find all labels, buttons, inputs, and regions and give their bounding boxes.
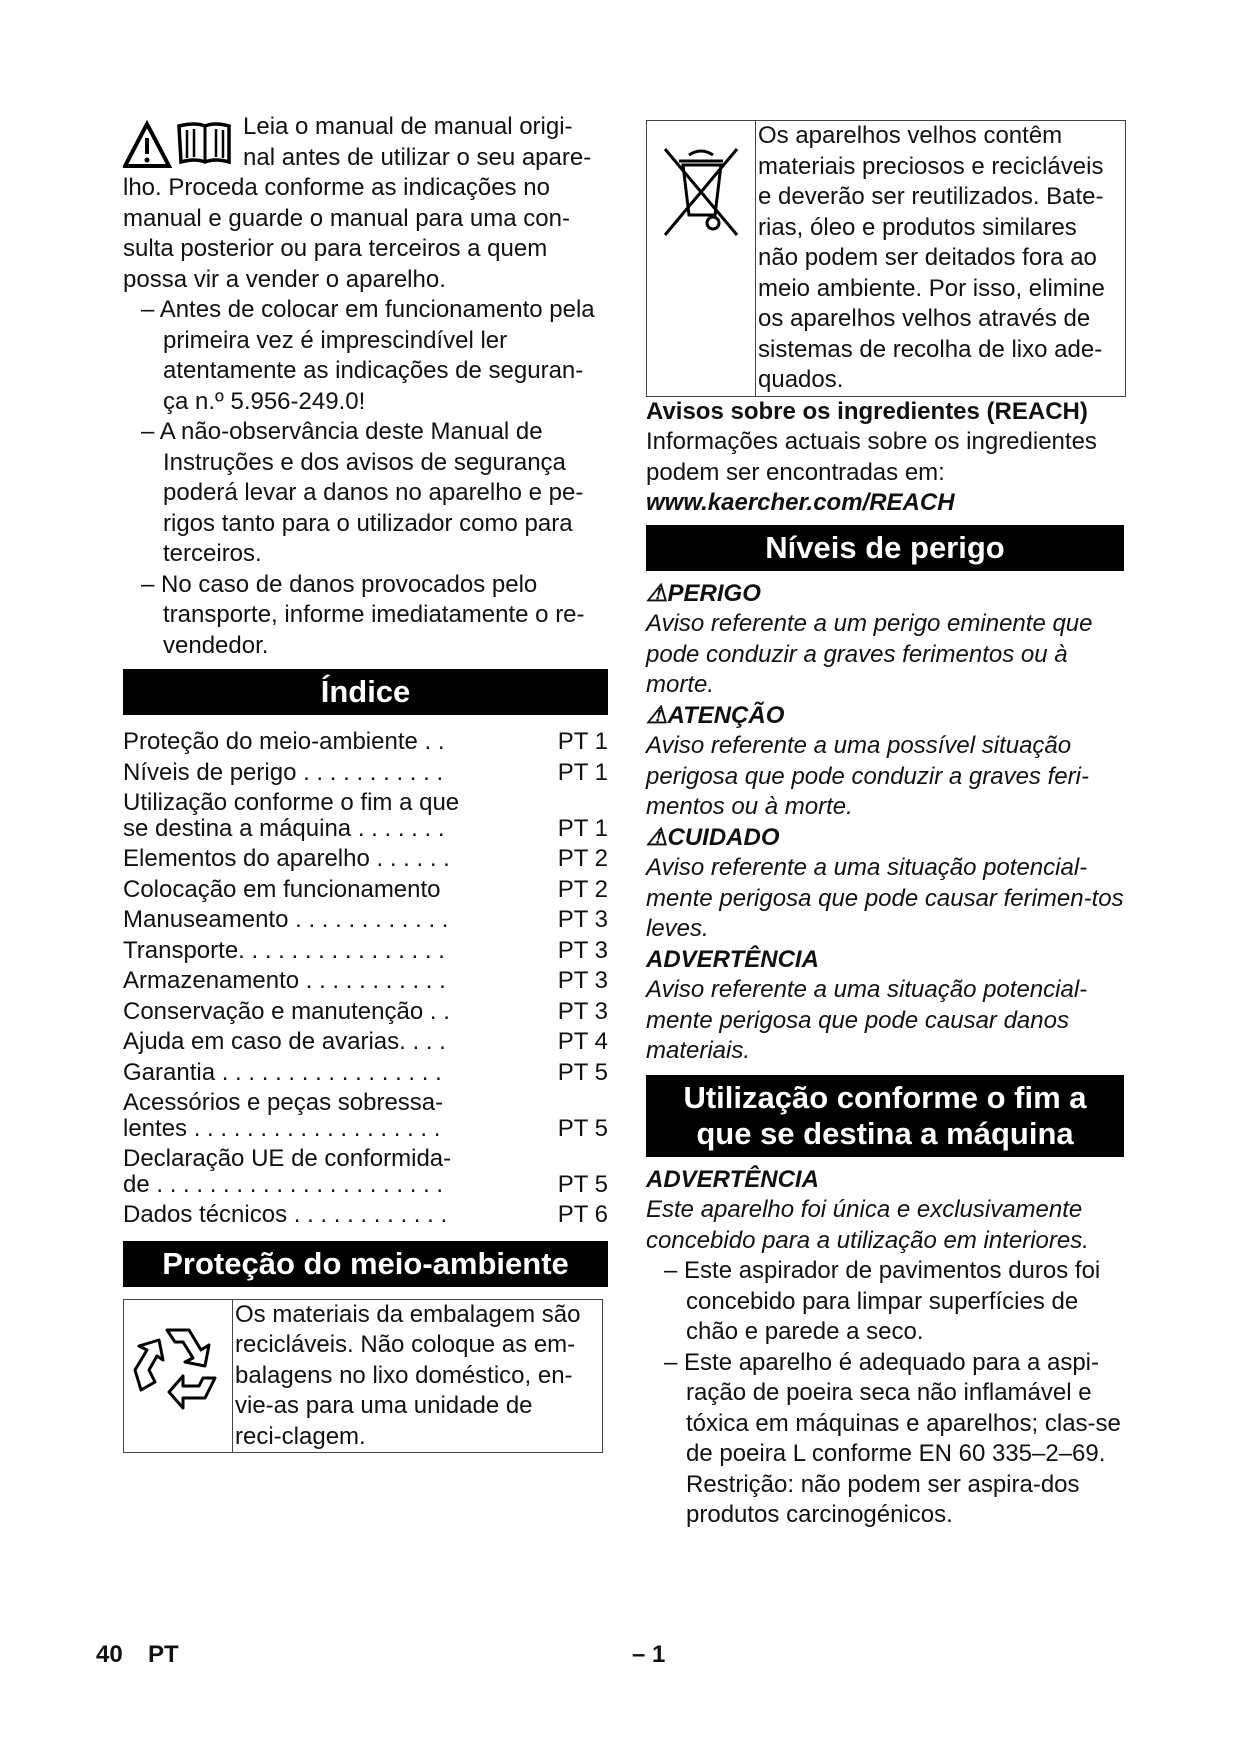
toc-item[interactable] <box>123 966 608 997</box>
toc-page: PT 3 <box>557 936 608 964</box>
danger-levels <box>646 579 1126 1067</box>
disposal-box <box>646 120 1126 397</box>
danger-level <box>646 945 1126 1067</box>
toc-page: PT 4 <box>557 1028 608 1055</box>
toc-title: Transporte. . . . . . . . . . . . . . . . <box>123 936 445 964</box>
toc-page: PT 3 <box>557 997 608 1025</box>
toc-page: PT 3 <box>557 906 608 933</box>
danger-level <box>646 579 1126 701</box>
danger-level <box>646 701 1126 823</box>
intro-line-1: Leia o manual de manual origi- <box>243 113 573 140</box>
intro-text: lho. Proceda conforme as indicações no manual e guarde o manual para uma con-sulta posterior ou para terceiros a quem possa vir a vender o aparelho. <box>123 174 570 293</box>
toc-title: Manuseamento . . . . . . . . . . . . <box>123 906 449 933</box>
toc-item[interactable] <box>123 727 608 758</box>
toc-page: PT 1 <box>557 814 608 842</box>
toc-title: Ajuda em caso de avarias. . . . <box>123 1028 446 1055</box>
packaging-recycling-box <box>123 1299 603 1454</box>
bullet-first-use: – Antes de colocar em funcionamento pela primeira vez é imprescindível ler atentamente as indicações de seguran-ça n.º 5.956-249.0! <box>141 296 595 415</box>
toc-page: PT 6 <box>557 1201 608 1228</box>
intended-use-section <box>646 1165 1126 1531</box>
toc-title: Conservação e manutenção . . <box>123 997 450 1025</box>
toc-title-line1: Utilização conforme o fim a que <box>123 789 460 816</box>
danger-text: Aviso referente a uma possível situação perigosa que pode conduzir a graves feri-mentos ou à morte. <box>646 732 1089 820</box>
warning-triangle-icon: ⚠ <box>646 701 668 729</box>
warning-triangle-icon: ⚠ <box>646 579 668 607</box>
use-bullet: – Este aspirador de pavimentos duros foi concebido para limpar superfícies de chão e parede a seco. <box>664 1257 1101 1345</box>
toc-item[interactable] <box>123 788 608 844</box>
reach-title: Avisos sobre os ingredientes (REACH) <box>646 397 1088 425</box>
toc-item[interactable] <box>123 997 608 1028</box>
warning-manual-icon <box>123 116 233 174</box>
bullet-non-compliance: – A não-observância deste Manual de Instruções e dos avisos de segurança poderá levar a danos no aparelho e pe-rigos tanto para o utilizador como para terceiros. <box>141 418 584 567</box>
use-bullet: – Este aparelho é adequado para a aspi-ração de poeira seca não inflamável e tóxica em máquinas e aparelhos; clas-se de poeira L conforme EN 60 335–2–69. Restrição: não podem ser aspira-dos produtos carcinogénicos. <box>664 1348 1121 1528</box>
use-note: Este aparelho foi única e exclusivamente concebido para a utilização em interiores. <box>646 1196 1089 1254</box>
disposal-text: Os aparelhos velhos contêm materiais preciosos e recicláveis e deverão ser reutilizados. Bate-rias, óleo e produtos similares não podem ser deitados fora ao meio ambiente. Por isso, elimine os aparelhos velhos através de sistemas de recolha de lixo ade-quados. <box>758 122 1105 393</box>
toc-page: PT 1 <box>557 728 608 755</box>
toc-title: de . . . . . . . . . . . . . . . . . . . . . . <box>123 1170 444 1198</box>
reach-text: Informações actuais sobre os ingredientes podem ser encontradas em: <box>646 428 1097 486</box>
toc-page: PT 5 <box>557 1058 608 1086</box>
crossed-bin-icon <box>647 121 756 396</box>
bullet-transport-damage: – No caso de danos provocados pelo transporte, informe imediatamente o re-vendedor. <box>141 570 585 659</box>
toc-item[interactable] <box>123 905 608 936</box>
toc-title: Elementos do aparelho . . . . . . <box>123 845 450 872</box>
toc-title: Armazenamento . . . . . . . . . . . <box>123 967 446 994</box>
use-label: ADVERTÊNCIA <box>646 1165 819 1193</box>
toc-title: Colocação em funcionamento <box>123 875 441 903</box>
toc-item[interactable] <box>123 1088 608 1144</box>
toc-page: PT 1 <box>557 758 608 786</box>
toc-page: PT 2 <box>557 875 608 903</box>
intro-block <box>123 112 608 295</box>
right-column <box>646 112 1126 1531</box>
footer-language: PT <box>148 1641 179 1668</box>
packaging-text: Os materiais da embalagem são recicláveis. Não coloque as em-balagens no lixo doméstico, en-vie-as para uma unidade de reci-clagem. <box>235 1300 581 1450</box>
toc-title-line1: Declaração UE de conformida- <box>123 1145 452 1172</box>
danger-label: PERIGO <box>667 579 761 607</box>
toc-item[interactable] <box>123 1200 608 1231</box>
toc-item[interactable] <box>123 936 608 967</box>
footer-page-number: 40 <box>96 1641 123 1668</box>
toc-title: se destina a máquina . . . . . . . <box>123 814 445 842</box>
toc-item[interactable] <box>123 1027 608 1058</box>
toc-page: PT 2 <box>557 845 608 872</box>
toc-title: Níveis de perigo . . . . . . . . . . . <box>123 758 444 786</box>
toc-title: Garantia . . . . . . . . . . . . . . . . . <box>123 1058 442 1086</box>
toc-item[interactable] <box>123 758 608 789</box>
toc-item[interactable] <box>123 1144 608 1200</box>
toc-item[interactable] <box>123 844 608 875</box>
intro-line-2: nal antes de utilizar o seu apare- <box>243 143 592 171</box>
danger-label: CUIDADO <box>667 823 780 851</box>
toc-title: Dados técnicos . . . . . . . . . . . . <box>123 1201 448 1228</box>
toc-item[interactable] <box>123 1058 608 1089</box>
recycle-icon <box>124 1300 233 1453</box>
toc-page: PT 5 <box>557 1114 608 1142</box>
danger-text: Aviso referente a uma situação potencial-mente perigosa que pode causar danos materiais. <box>646 976 1088 1064</box>
reach-link[interactable]: www.kaercher.com/REACH <box>646 489 955 516</box>
environment-heading: Proteção do meio-ambiente <box>123 1241 608 1287</box>
intended-use-heading: Utilização conforme o fim a que se destina a máquina <box>646 1075 1124 1157</box>
toc-page: PT 3 <box>557 967 608 994</box>
danger-label: ATENÇÃO <box>667 701 785 729</box>
toc-title: Proteção do meio-ambiente . . <box>123 728 445 755</box>
toc-item[interactable] <box>123 875 608 906</box>
left-column <box>123 112 608 1453</box>
warning-triangle-icon: ⚠ <box>646 823 668 851</box>
danger-label: ADVERTÊNCIA <box>646 945 819 973</box>
danger-text: Aviso referente a um perigo eminente que pode conduzir a graves ferimentos ou à morte. <box>646 610 1093 698</box>
toc-title: lentes . . . . . . . . . . . . . . . . . . . <box>123 1114 441 1142</box>
footer-center-page: – 1 <box>632 1641 666 1668</box>
table-of-contents <box>123 727 608 1231</box>
toc-page: PT 5 <box>557 1170 608 1198</box>
danger-text: Aviso referente a uma situação potencial-mente perigosa que pode causar ferimen-tos leves. <box>646 854 1124 942</box>
danger-levels-heading: Níveis de perigo <box>646 525 1124 571</box>
danger-level <box>646 823 1126 945</box>
index-heading: Índice <box>123 669 608 715</box>
toc-title-line1: Acessórios e peças sobressa- <box>123 1089 444 1116</box>
